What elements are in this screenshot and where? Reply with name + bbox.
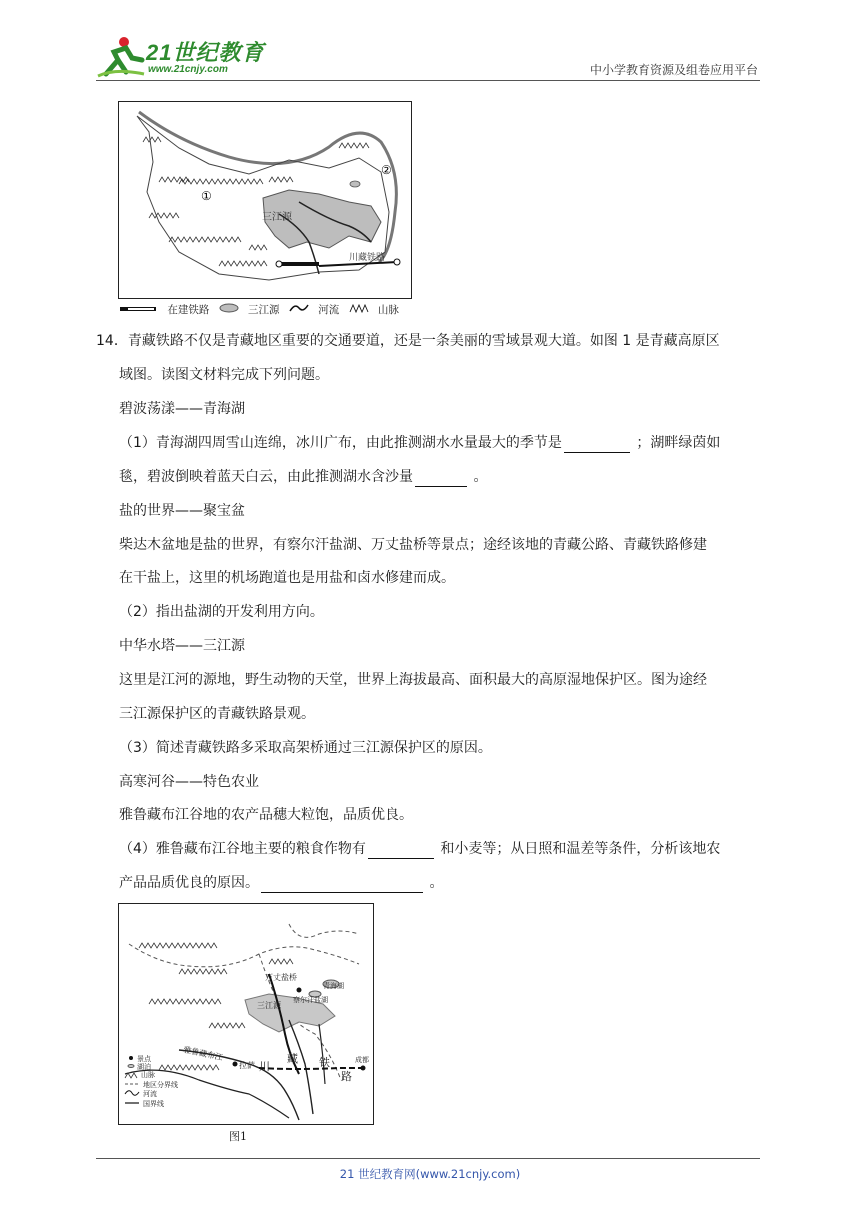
platform-title: 中小学教育资源及组卷应用平台 (589, 63, 758, 77)
legend-river-label: 河流 (318, 304, 340, 316)
label-qinghai-lake: 青海湖 (323, 982, 344, 990)
question-intro-line2: 域图。读图文材料完成下列问题。 (119, 367, 329, 383)
section2-line1: 柴达木盆地是盐的世界，有察尔汗盐湖、万丈盐桥等景点；途经该地的青藏公路、青藏铁路修建 (119, 537, 707, 553)
railway-legend-icon (120, 304, 158, 316)
label-zang: 藏 (287, 1052, 298, 1065)
q1-season-blank[interactable] (564, 437, 630, 453)
section3-line2: 三江源保护区的青藏铁路景观。 (119, 706, 315, 722)
q1-sediment-blank[interactable] (415, 471, 467, 487)
label-lu: 路 (341, 1070, 352, 1083)
figure-caption: 图1 (229, 1130, 247, 1143)
section4-line1: 雅鲁藏布江谷地的农产品穗大粒饱，品质优良。 (119, 807, 413, 823)
q3-text: （3）简述青藏铁路多采取高架桥通过三江源保护区的原因。 (119, 740, 492, 756)
label-tie: 铁 (319, 1056, 330, 1069)
section3-line1: 这里是江河的源地，野生动物的天堂，世界上海拔最高、面积最大的高原湿地保护区。图为途经 (119, 672, 707, 688)
legend-railway-label: 在建铁路 (167, 304, 210, 316)
header-divider (96, 80, 760, 81)
legend-mountain-label: 山脉 (377, 304, 399, 316)
footer-divider (96, 1158, 760, 1159)
label-chuanzang-railway: 川藏铁路 (349, 253, 386, 263)
label-sanjiangyuan: 三江源 (262, 212, 292, 223)
legend-spot: 景点 (137, 1055, 151, 1063)
label-wanzhang-bridge: 万丈盐桥 (265, 973, 297, 982)
label-sanjiangyuan-2: 三江源 (257, 1001, 281, 1010)
qinghai-tibet-region-map (118, 903, 374, 1125)
legend-boundary: 地区分界线 (143, 1081, 178, 1089)
section2-line2: 在干盐上，这里的机场跑道也是用盐和卤水修建而成。 (119, 570, 455, 586)
legend-lake: 湖泊 (137, 1063, 151, 1071)
q2-text: （2）指出盐湖的开发利用方向。 (119, 604, 324, 620)
marker-1: ① (201, 189, 212, 203)
q4-line1: （4）雅鲁藏布江谷地主要的粮食作物有 和小麦等；从日照和温差等条件，分析该地农 (119, 841, 721, 857)
legend-river-2: 河流 (143, 1090, 157, 1098)
q1-line1: （1）青海湖四周雪山连绵，冰川广布，由此推测湖水水量最大的季节是 ；湖畔绿茵如 (119, 435, 721, 451)
area-legend-icon (219, 303, 239, 316)
map1-legend (120, 302, 405, 317)
q4-crop-blank[interactable] (368, 843, 434, 859)
label-chaerhan-lake: 察尔汗盐湖 (293, 996, 328, 1004)
legend-border: 国界线 (143, 1100, 164, 1108)
q4-line2: 产品品质优良的原因。 。 (119, 875, 444, 891)
marker-2: ② (381, 163, 392, 177)
section4-title: 高寒河谷——特色农业 (119, 774, 259, 790)
q1-line2: 毯，碧波倒映着蓝天白云，由此推测湖水含沙量 。 (119, 469, 488, 485)
logo-text: 21世纪教育 (146, 40, 265, 65)
section2-title: 盐的世界——聚宝盆 (119, 503, 245, 519)
label-chengdu: 成都 (355, 1056, 369, 1064)
label-lhasa: 拉萨 (239, 1061, 255, 1070)
tibet-railway-map (118, 101, 412, 299)
site-logo[interactable] (96, 34, 266, 78)
logo-url: www.21cnjy.com (148, 64, 228, 75)
river-legend-icon (289, 303, 309, 316)
footer-link[interactable]: 21 世纪教育网(www.21cnjy.com) (339, 1167, 521, 1181)
section1-title: 碧波荡漾——青海湖 (119, 401, 245, 417)
label-chuan: 川 (259, 1060, 270, 1073)
mountain-legend-icon (349, 303, 369, 316)
q4-reason-blank[interactable] (261, 877, 423, 893)
page-header (96, 30, 760, 82)
label-yarlung-river: 雅鲁藏布江 (182, 1045, 224, 1063)
legend-mountain-2: 山脉 (141, 1071, 155, 1079)
question-number: 14． (96, 333, 128, 349)
section3-title: 中华水塔——三江源 (119, 638, 245, 654)
question-intro-line1: 14．青藏铁路不仅是青藏地区重要的交通要道，还是一条美丽的雪域景观大道。如图 1 是青藏高原区 (96, 333, 720, 349)
legend-sanjiangyuan-label: 三江源 (248, 304, 280, 316)
runner-logo-icon (96, 34, 146, 78)
